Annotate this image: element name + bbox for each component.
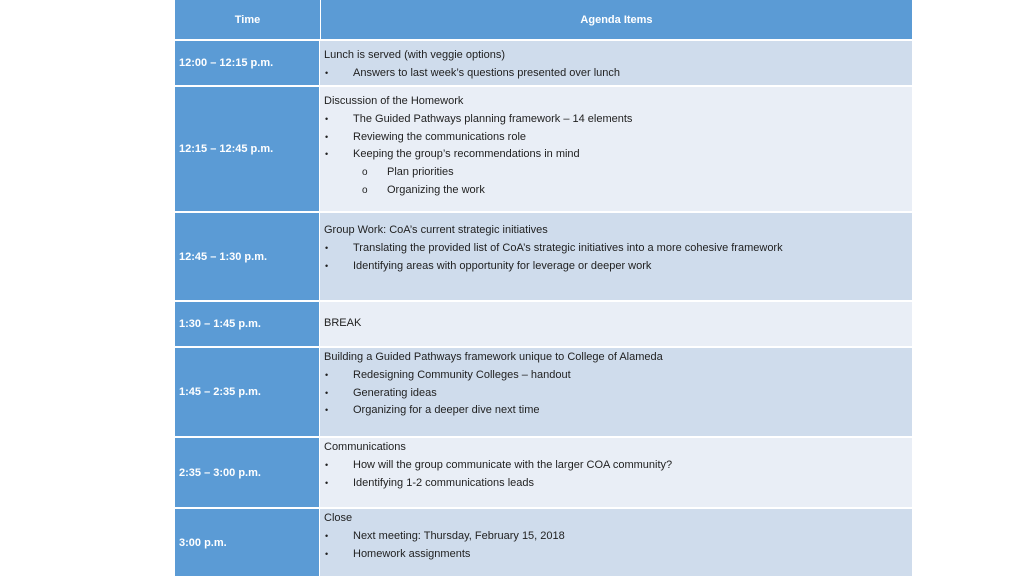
time-cell: 12:45 – 1:30 p.m. (175, 213, 320, 300)
bullet-text: How will the group communicate with the larger COA community? (353, 458, 673, 471)
bullet-icon: • (325, 477, 329, 488)
list-item (324, 240, 912, 258)
time-cell: 12:00 – 12:15 p.m. (175, 41, 320, 85)
bullet-icon: • (325, 242, 329, 253)
item-title: Discussion of the Homework (324, 95, 464, 107)
agenda-table (175, 0, 912, 576)
agenda-row-300 (175, 509, 912, 576)
items-cell (320, 438, 912, 507)
bullet-icon: • (325, 459, 329, 470)
bullet-icon: • (325, 113, 329, 124)
items-cell (320, 213, 912, 300)
items-cell (320, 509, 912, 576)
list-item (324, 385, 912, 403)
bullet-text: Organizing for a deeper dive next time (353, 404, 540, 417)
bullet-icon: • (325, 67, 329, 78)
items-cell (320, 87, 912, 211)
list-item (324, 528, 912, 546)
time-cell: 3:00 p.m. (175, 509, 320, 576)
list-item (324, 258, 912, 276)
sub-list-item (324, 164, 912, 182)
sub-bullet-text: Plan priorities (387, 166, 454, 179)
bullet-text: Redesigning Community Colleges – handout (353, 368, 571, 381)
bullet-text: Identifying 1-2 communications leads (353, 476, 534, 489)
bullet-text: Next meeting: Thursday, February 15, 2018 (353, 529, 565, 542)
bullet-text: Homework assignments (353, 547, 471, 560)
agenda-row-1245 (175, 213, 912, 300)
sub-bullet-icon: o (362, 167, 368, 179)
bullet-text: The Guided Pathways planning framework – 14 elements (353, 112, 633, 125)
items-cell (320, 41, 912, 85)
item-title: BREAK (324, 317, 362, 330)
list-item (324, 111, 912, 129)
time-cell: 1:30 – 1:45 p.m. (175, 302, 320, 346)
time-cell: 2:35 – 3:00 p.m. (175, 438, 320, 507)
item-title: Communications (324, 441, 406, 453)
item-title: Building a Guided Pathways framework unique to College of Alameda (324, 351, 663, 363)
agenda-row-1215 (175, 87, 912, 211)
bullet-icon: • (325, 548, 329, 559)
sub-list-item (324, 182, 912, 200)
items-cell (320, 302, 912, 346)
list-item (324, 129, 912, 147)
bullet-icon: • (325, 131, 329, 142)
table-header (175, 0, 912, 39)
sub-bullet-text: Organizing the work (387, 183, 485, 196)
list-item (324, 457, 912, 475)
bullet-icon: • (325, 369, 329, 380)
list-item (324, 402, 912, 420)
agenda-row-145 (175, 348, 912, 436)
bullet-text: Keeping the group’s recommendations in mind (353, 148, 580, 161)
agenda-row-1200 (175, 41, 912, 85)
bullet-text: Generating ideas (353, 386, 437, 399)
header-time: Time (175, 0, 321, 39)
bullet-icon: • (325, 530, 329, 541)
bullet-text: Translating the provided list of CoA’s strategic initiatives into a more cohesive framework (353, 241, 783, 254)
item-title: Group Work: CoA’s current strategic initiatives (324, 224, 548, 236)
list-item (324, 146, 912, 164)
bullet-icon: • (325, 149, 329, 160)
sub-bullet-icon: o (362, 184, 368, 196)
bullet-text: Answers to last week’s questions presented over lunch (353, 66, 620, 79)
time-cell: 1:45 – 2:35 p.m. (175, 348, 320, 436)
bullet-text: Reviewing the communications role (353, 130, 527, 143)
item-title: Close (324, 512, 353, 524)
bullet-icon: • (325, 387, 329, 398)
item-title: Lunch is served (with veggie options) (324, 49, 505, 61)
time-cell: 12:15 – 12:45 p.m. (175, 87, 320, 211)
list-item (324, 65, 912, 83)
list-item (324, 367, 912, 385)
items-cell (320, 348, 912, 436)
agenda-row-235 (175, 438, 912, 507)
agenda-row-130 (175, 302, 912, 346)
bullet-text: Identifying areas with opportunity for leverage or deeper work (353, 259, 652, 272)
list-item (324, 475, 912, 493)
list-item (324, 546, 912, 564)
bullet-icon: • (325, 260, 329, 271)
header-agenda-items: Agenda Items (580, 13, 653, 26)
bullet-icon: • (325, 405, 329, 416)
